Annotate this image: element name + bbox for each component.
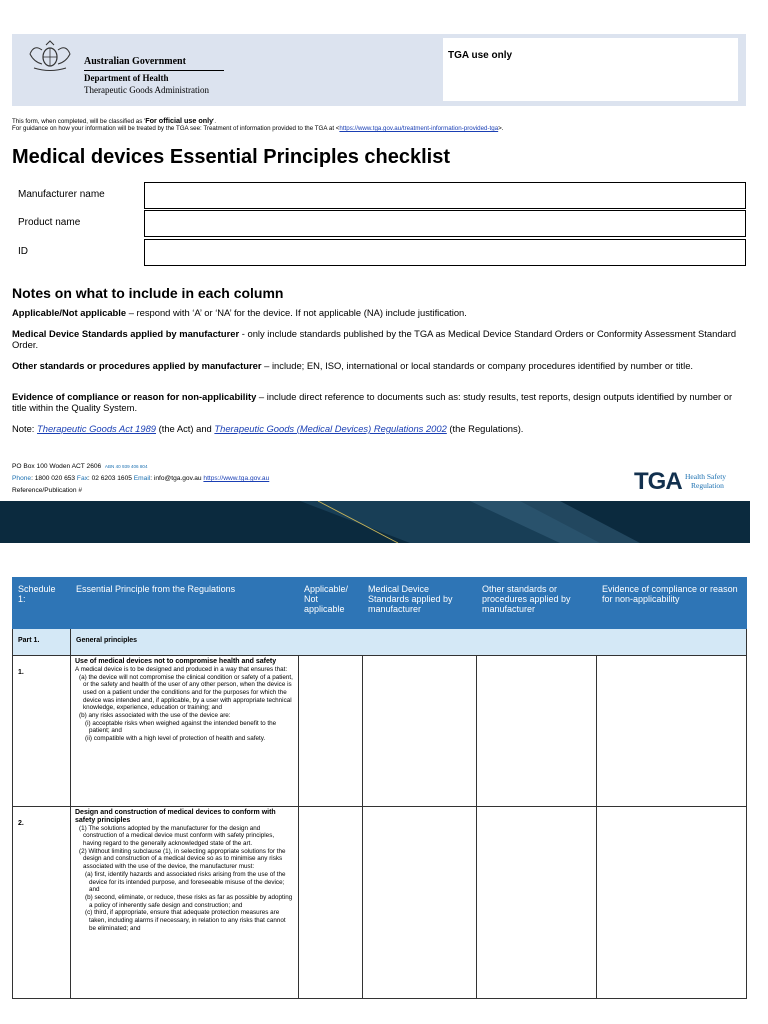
evidence-cell[interactable] (597, 656, 747, 807)
id-row (12, 239, 746, 267)
md-standards-cell[interactable] (363, 656, 477, 807)
tagline-2: Regulation (691, 481, 724, 490)
col-header-other-standards: Other standards or procedures applied by manufacturer (477, 578, 597, 629)
tga-use-only-box[interactable] (443, 38, 738, 101)
note-text: (the Regulations). (446, 423, 524, 434)
note-evidence (12, 392, 737, 413)
principle-number: 2. (13, 807, 71, 999)
product-name-row (12, 210, 746, 238)
contact-line (12, 475, 269, 482)
manufacturer-name-label: Manufacturer name (18, 189, 105, 200)
tga-logo-tagline (685, 472, 726, 490)
principle-subclause: (ii) compatible with a high level of protection of health and safety. (85, 735, 266, 743)
act-link[interactable]: Therapeutic Goods Act 1989 (37, 423, 157, 434)
classification-note (12, 116, 216, 125)
part-title: General principles (71, 629, 747, 656)
other-standards-cell[interactable] (477, 656, 597, 807)
reference-number: Reference/Publication # (12, 487, 83, 494)
part-row (13, 629, 747, 656)
other-standards-cell[interactable] (477, 807, 597, 999)
principle-clause: (a) the device will not compromise the clinical condition or safety of a patient, or the safety and health of the user of any other person, when the device is used on a patient under the conditions and for the purposes for which the device was intended and, if applicable, by a user with appropriate technical knowledge, experience, education or training; and (79, 673, 293, 712)
note-legislation (12, 424, 737, 435)
regulations-link[interactable]: Therapeutic Goods (Medical Devices) Regulations 2002 (214, 423, 447, 434)
tagline-1: Health Safety (685, 472, 727, 481)
tga-logo: TGA (634, 468, 682, 495)
col-header-evidence: Evidence of compliance or reason for non-applicability (597, 578, 747, 629)
abn-text: ABN 40 939 406 804 (104, 464, 148, 469)
note-text: - only include standards published by the TGA as Medical Device Standard Orders or Conformity Assessment Standard Order. (12, 328, 737, 350)
note-text: – respond with ‘A’ or ‘NA’ for the device. If not applicable (NA) include justification. (126, 307, 467, 318)
principle-clause: (1) The solutions adopted by the manufacturer for the design and construction of a medical device must conform with safety principles, having regard to the generally acknowledged state of the art. (79, 824, 275, 847)
note-text: (the Act) and (156, 423, 215, 434)
principle-intro: A medical device is to be designed and produced in a way that ensures that: (75, 665, 288, 673)
guidance-link[interactable]: https://www.tga.gov.au/treatment-information-provided-tga (339, 125, 499, 132)
table-header-row (13, 578, 747, 629)
manufacturer-name-row (12, 182, 746, 210)
note-term: Evidence of compliance or reason for non-applicability (12, 391, 257, 402)
note-text: Note: (12, 423, 38, 434)
note-term: Applicable/Not applicable (12, 307, 127, 318)
principle-clause: (b) any risks associated with the use of the device are: (79, 712, 231, 720)
address-text: PO Box 100 Woden ACT 2606 (12, 463, 102, 470)
principle-text (71, 807, 299, 999)
principle-number: 1. (13, 656, 71, 807)
principle-heading: Use of medical devices not to compromise health and safety (75, 658, 277, 665)
md-standards-cell[interactable] (363, 807, 477, 999)
note-applicable (12, 308, 737, 319)
principle-subclause: (i) acceptable risks when weighed against the intended benefit to the patient; and (85, 719, 277, 735)
guidance-note (12, 125, 504, 132)
note-term: Medical Device Standards applied by manufacturer (12, 328, 240, 339)
id-field[interactable] (144, 239, 746, 266)
col-header-md-standards: Medical Device Standards applied by manufacturer (363, 578, 477, 629)
table-row (13, 807, 747, 999)
note-other-standards (12, 361, 737, 372)
government-name: Australian Government (84, 56, 186, 67)
col-header-applicable: Applicable/ Not applicable (299, 578, 363, 629)
evidence-cell[interactable] (597, 807, 747, 999)
principle-subclause: (b) second, eliminate, or reduce, these risks as far as possible by adopting a policy of inherently safe design and construction; and (85, 893, 293, 909)
part-number: Part 1. (13, 629, 71, 656)
phone-label: Phone (12, 475, 32, 482)
note-medical-device-standards (12, 329, 737, 350)
principle-text (71, 656, 299, 807)
classification-text: This form, when completed, will be classified as ' (12, 118, 146, 125)
note-text: – include direct reference to documents such as: study results, test reports, design outputs identified by number or title within the Quality System. (12, 391, 733, 413)
principle-subclause: (c) third, if appropriate, ensure that adequate protection measures are taken, including alarms if necessary, in relation to any risks that cannot be eliminated; and (85, 909, 286, 932)
agency-name: Therapeutic Goods Administration (84, 85, 209, 95)
product-name-label: Product name (18, 217, 81, 228)
note-term: Other standards or procedures applied by manufacturer (12, 360, 262, 371)
product-name-field[interactable] (144, 210, 746, 237)
principle-heading: Design and construction of medical devices to conform with safety principles (75, 809, 276, 824)
guidance-text: For guidance on how your information will be treated by the TGA see: Treatment of information provided to the TGA at < (12, 125, 340, 132)
col-header-schedule: Schedule 1: (13, 578, 71, 629)
note-text: – include; EN, ISO, international or local standards or company procedures identified by number or title. (261, 360, 694, 371)
postal-address (12, 463, 148, 470)
essential-principles-table (12, 577, 747, 999)
phone-number: : 1800 020 653 (31, 475, 77, 482)
government-divider (84, 70, 224, 71)
email-label: Email (133, 475, 151, 482)
id-label: ID (18, 246, 28, 257)
manufacturer-name-field[interactable] (144, 182, 746, 209)
fax-number: : 02 6203 1605 (87, 475, 134, 482)
col-header-principle: Essential Principle from the Regulations (71, 578, 299, 629)
website-link[interactable]: https://www.tga.gov.au (203, 475, 270, 482)
tga-use-only-label: TGA use only (448, 50, 513, 61)
applicable-cell[interactable] (299, 807, 363, 999)
department-name: Department of Health (84, 73, 169, 83)
applicable-cell[interactable] (299, 656, 363, 807)
coat-of-arms-icon (20, 40, 80, 74)
fax-label: Fax (76, 475, 88, 482)
principle-subclause: (a) first, identify hazards and associated risks arising from the use of the device for its intended purpose, and foreseeable misuse of the device; and (85, 870, 286, 894)
principle-clause: (2) Without limiting subclause (1), in selecting appropriate solutions for the design and construction of a medical device so as to minimise any risks associated with the use of the device, the manufacturer must: (79, 847, 286, 871)
guidance-text-end: >. (498, 125, 504, 132)
notes-heading: Notes on what to include in each column (12, 285, 284, 301)
classification-text-end: '. (213, 118, 217, 125)
page-title: Medical devices Essential Principles checklist (12, 146, 450, 168)
band-swoosh-icon (0, 501, 750, 543)
decorative-band (0, 501, 750, 543)
email-address[interactable]: : info@tga.gov.au (150, 475, 204, 482)
classification-level: For official use only (145, 116, 214, 125)
table-row (13, 656, 747, 807)
